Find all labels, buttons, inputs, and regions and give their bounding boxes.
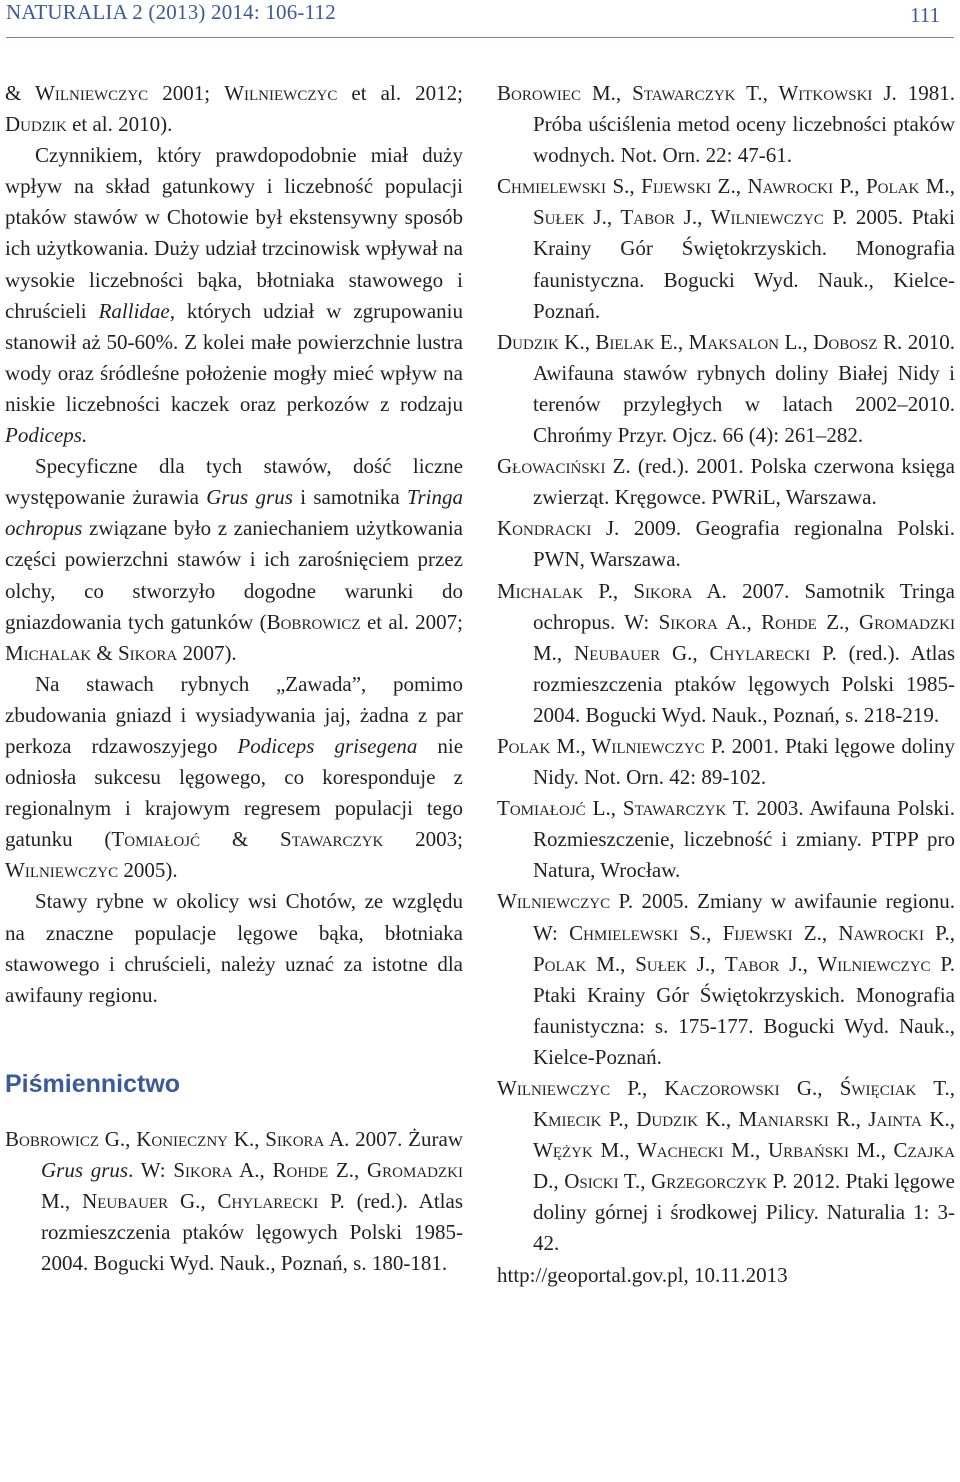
text-run: et al. 2010). [66, 112, 173, 137]
author-names: Bobrowicz G., Konieczny K., Sikora A. [5, 1126, 350, 1151]
header-divider [6, 37, 954, 38]
italic-text: Tringa ochropus [5, 485, 464, 541]
text-run: 2005. Ptaki Krainy Gór Świętokrzyskich. Monografia faunistyczna. Bogucki Wyd. Nauk., Kielce-Poznań. [533, 205, 955, 323]
italic-text: Podiceps. [5, 423, 88, 448]
references-heading: Piśmiennictwo [5, 1069, 181, 1098]
text-run: 2012. Ptaki lęgowe doliny górnej i środkowej Pilicy. Naturalia 1: 3-42. [533, 1169, 955, 1256]
author-names: Wilniewczyc [224, 81, 338, 105]
text-run: Specyficzne dla tych stawów, dość liczne występowanie żurawia [5, 454, 463, 510]
references-list-left [5, 1124, 463, 1279]
italic-text: Rallidae, [98, 298, 175, 323]
text-run: Ptaki Krainy Gór Świętokrzyskich. Monografia faunistyczna: s. 175-177. Bogucki Wyd. Nauk., Kielce-Poznań. [533, 982, 955, 1069]
reference-entry [497, 793, 955, 886]
references-list-right [497, 78, 955, 1260]
text-run: 2007. Samotnik Tringa ochropus. W: [533, 578, 955, 634]
right-column [497, 78, 955, 1291]
author-names: Kondracki J. [497, 516, 620, 541]
author-names: Chmielewski S., Fijewski Z., Nawrocki P., Polak M., Sułek J., Tabor J., Wilniewczyc P. [497, 174, 955, 230]
reference-entry [497, 513, 955, 575]
text-run: związane było z zaniechaniem użytkowania części powierzchni stawów i ich zarośnięciem przez olchy, co stworzyło dogodne warunki do gniazdowania tych gatunków ( [5, 516, 463, 634]
italic-text: Podiceps grisegena [237, 733, 418, 758]
author-names: Tomiałojć & Stawarczyk [111, 827, 384, 852]
text-run: 2010. Awifauna stawów rybnych doliny Białej Nidy i terenów przyległych w latach 2002–2010. Chrońmy Przyr. Ojcz. 66 (4): 261–282. [533, 329, 956, 448]
reference-entry [497, 731, 955, 793]
text-run: 1981. Próba uściślenia metod oceny liczebności ptaków wodnych. Not. Orn. 22: 47-61. [533, 81, 956, 168]
text-run: et al. 2007; [360, 609, 463, 634]
reference-entry [497, 78, 955, 171]
author-names: Tomiałojć L., Stawarczyk T. [497, 796, 750, 821]
author-names: Chmielewski S., Fijewski Z., Nawrocki P., Polak M., Sułek J., Tabor J., Wilniewczyc P. [533, 920, 955, 976]
author-names: Wilniewczyc [5, 858, 119, 883]
text-run: (red.). Atlas rozmieszczenia ptaków lęgowych Polski 1985-2004. Bogucki Wyd. Nauk., Poznań, s. 218-219. [533, 640, 955, 727]
author-names: Dudzik K., Bielak E., Maksalon L., Dobosz R. [497, 329, 903, 354]
text-run: 2001; [148, 81, 225, 105]
reference-entry [5, 1124, 463, 1279]
reference-entry [497, 1073, 955, 1260]
text-run: 2009. Geografia regionalna Polski. PWN, Warszawa. [533, 516, 956, 572]
reference-entry [497, 886, 955, 1073]
text-run: 2007. Żuraw [349, 1126, 463, 1151]
author-names: Sikora A., Rohde Z., Gromadzki M., Neubauer G., Chylarecki P. [41, 1157, 463, 1213]
reference-entry [497, 576, 955, 731]
author-names: & Wilniewczyc [5, 81, 149, 105]
text-run: których udział w zgrupowaniu stanowił aż 50-60%. Z kolei małe powierzchnie lustra wody oraz śródleśne położenie mogły mieć wpływ na niskie liczebności kaczek oraz perkozów z rodzaju [5, 298, 463, 416]
author-names: Polak M., Wilniewczyc P. [497, 733, 726, 758]
body-paragraph [5, 451, 463, 669]
text-run: 2005. Zmiany w awifaunie regionu. W: [533, 889, 955, 945]
author-names: Borowiec M., Stawarczyk T., Witkowski J. [497, 81, 897, 105]
text-run: (red.). Atlas rozmieszczenia ptaków lęgowych Polski 1985-2004. Bogucki Wyd. Nauk., Poznań, s. 180-181. [41, 1189, 463, 1276]
italic-text: Grus grus [206, 485, 293, 510]
text-run: . W: [128, 1157, 174, 1182]
text-run: Czynnikiem, który prawdopodobnie miał duży wpływ na skład gatunkowy i liczebność populacji ptaków stawów w Chotowie był ekstensywny sposób ich użytkowania. Duży udział trzcinowisk wpływał na wysokie liczebności bąka, błotniaka stawowego i chruścieli [5, 143, 463, 323]
text-run: 2001. Ptaki lęgowe doliny Nidy. Not. Orn. 42: 89-102. [533, 733, 955, 790]
text-run: Stawy rybne w okolicy wsi Chotów, ze względu na znaczne populacje lęgowe bąka, błotniaka stawowego i chruścieli, należy uznać za istotne dla awifauny regionu. [5, 889, 463, 1007]
reference-entry [497, 451, 955, 513]
text-run: i samotnika [292, 485, 407, 510]
reference-url: http://geoportal.gov.pl, 10.11.2013 [497, 1262, 788, 1287]
author-names: Bobrowicz [266, 609, 361, 634]
italic-text: Grus grus [41, 1157, 129, 1182]
text-run: 2007). [177, 640, 237, 665]
author-names: Głowaciński Z. [497, 454, 631, 479]
text-run: 2005). [118, 858, 178, 883]
text-run: 2003. Awifauna Polski. Rozmieszczenie, liczebność i zmiany. PTPP pro Natura, Wrocław. [533, 796, 956, 883]
reference-entry [497, 327, 955, 451]
body-paragraph [5, 78, 463, 140]
author-names: Wilniewczyc P., Kaczorowski G., Święciak T., Kmiecik P., Dudzik K., Maniarski R., Jainta K., Wężyk M., Wachecki M., Urbański M., Czajka D., Osicki T., Grzegorczyk P. [497, 1076, 955, 1194]
text-run: Na stawach rybnych „Zawada”, pomimo zbudowania gniazd i wysiadywania jaj, żadna z par perkoza rdzawoszyjego [5, 671, 463, 758]
text-run: 2003; [383, 827, 463, 852]
journal-header: NATURALIA 2 (2013) 2014: 106-112 [6, 0, 336, 24]
author-names: Dudzik [5, 112, 67, 137]
text-run: et al. 2012; [337, 81, 463, 105]
author-names: Michalak P., Sikora A. [497, 578, 727, 603]
text-run: (red.). 2001. Polska czerwona księga zwierząt. Kręgowce. PWRiL, Warszawa. [533, 454, 955, 510]
author-names: Michalak & Sikora [5, 640, 178, 665]
reference-entry [497, 171, 955, 326]
text-run: nie odniosła sukcesu lęgowego, co koresponduje z regionalnym i krajowym regresem populacji tego gatunku ( [5, 733, 464, 852]
left-column [5, 78, 463, 1279]
body-paragraph [5, 140, 463, 451]
author-names: Sikora A., Rohde Z., Gromadzki M., Neubauer G., Chylarecki P. [533, 609, 955, 665]
body-paragraph [5, 669, 463, 887]
body-paragraph [5, 886, 463, 1010]
author-names: Wilniewczyc P. [497, 889, 634, 914]
page-number: 111 [910, 3, 940, 27]
